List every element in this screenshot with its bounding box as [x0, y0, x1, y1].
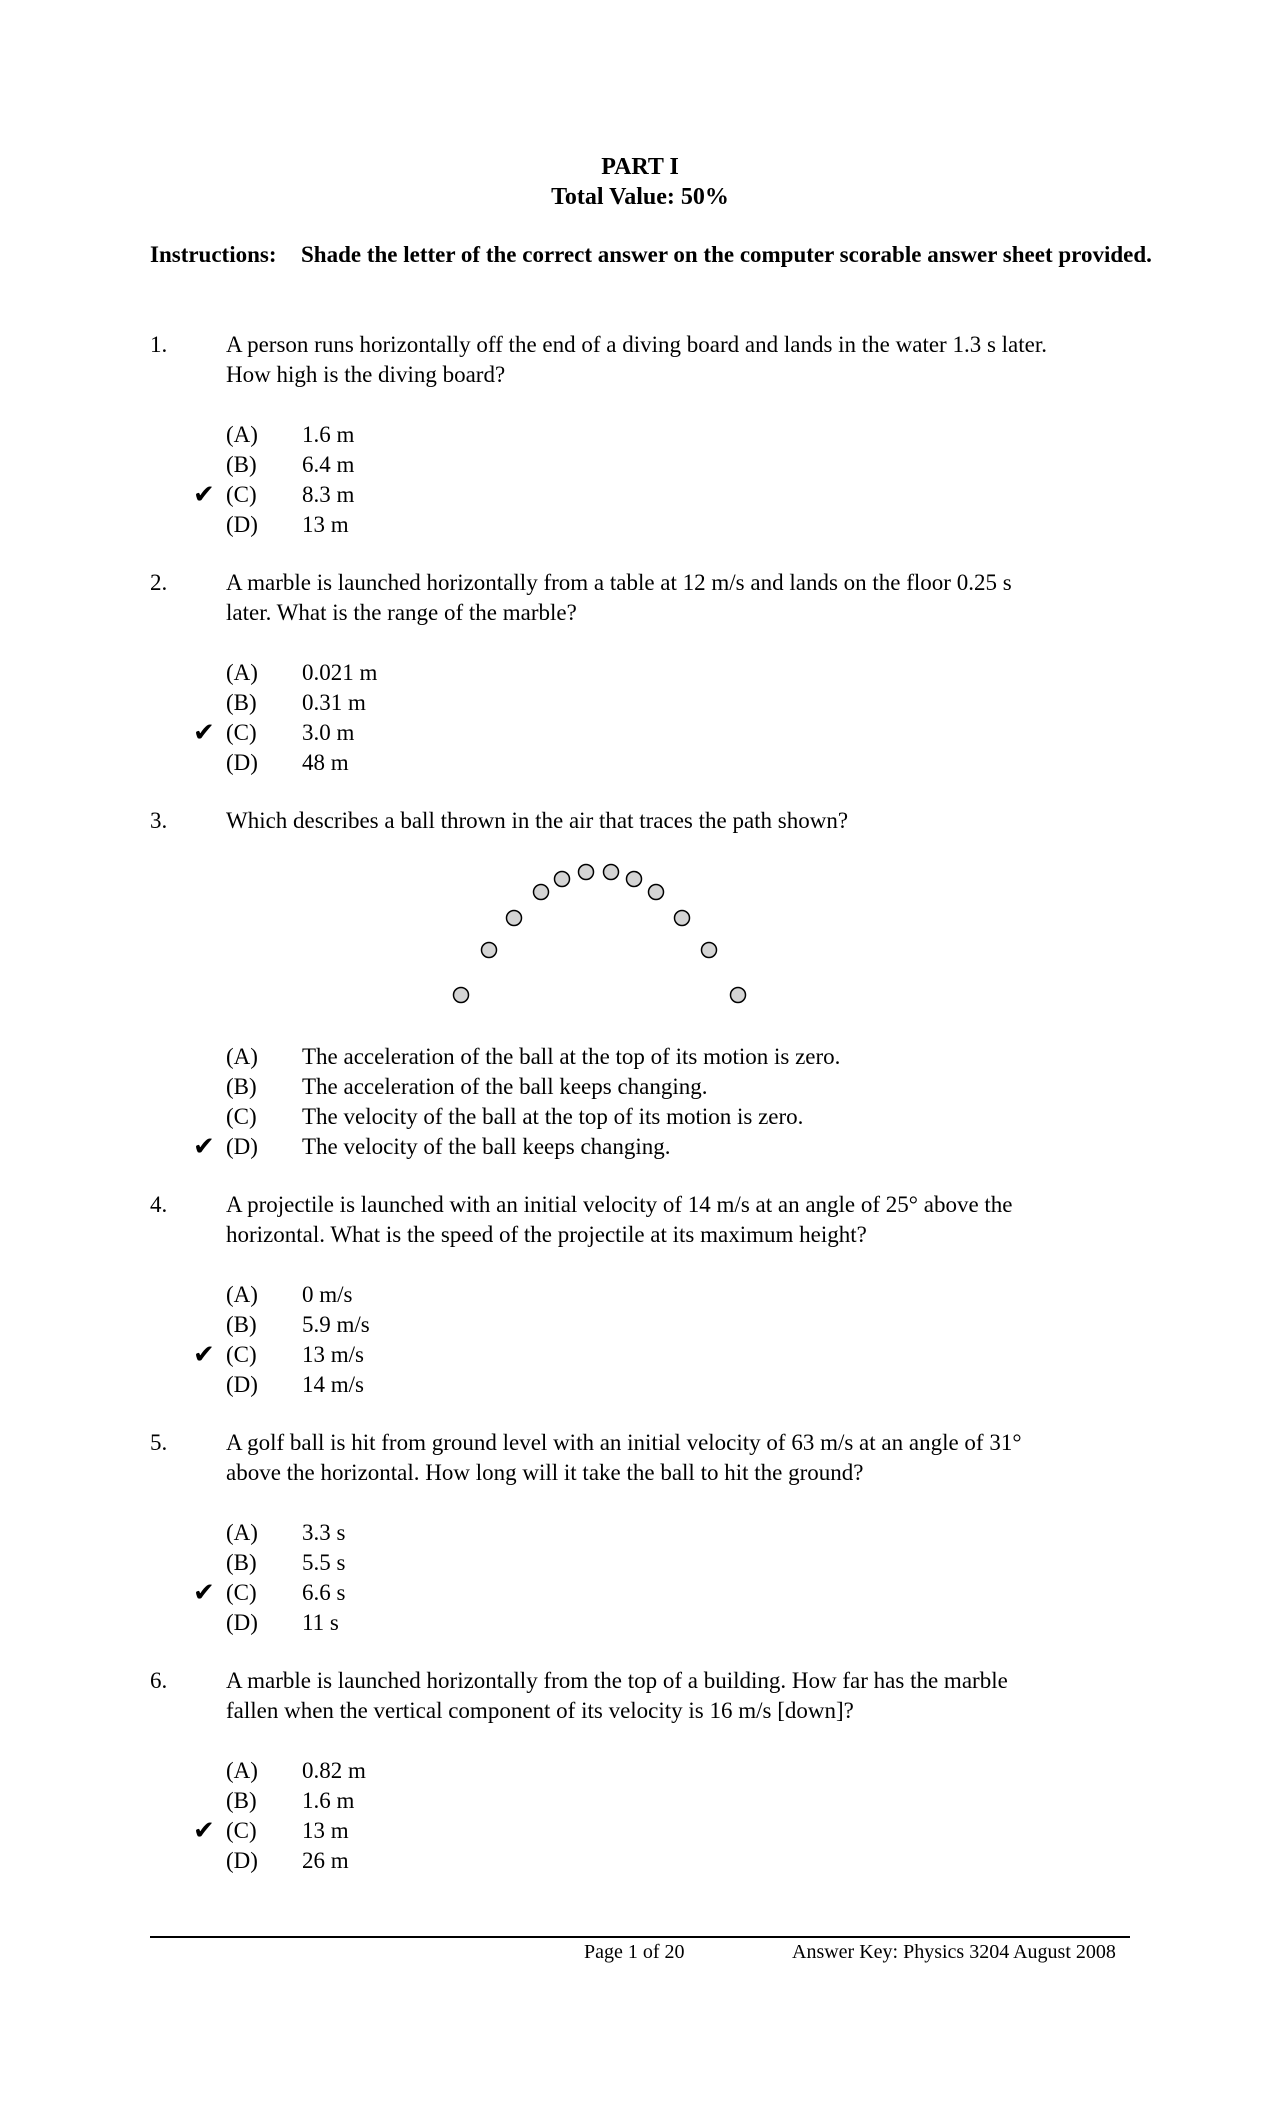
option-text: 13 m — [302, 512, 349, 537]
question-stem — [226, 568, 1226, 628]
option-letter: (B) — [226, 1788, 257, 1813]
option-letter: (C) — [226, 1342, 257, 1367]
option-text: 1.6 m — [302, 422, 355, 447]
ball-position — [627, 872, 642, 887]
option-text: 5.5 s — [302, 1550, 346, 1575]
option-letter: (B) — [226, 1074, 257, 1099]
option-text: 0.021 m — [302, 660, 378, 685]
option-text: 0 m/s — [302, 1282, 353, 1307]
option-a — [226, 1042, 1126, 1072]
option-letter: (D) — [226, 750, 258, 775]
option-text: 5.9 m/s — [302, 1312, 370, 1337]
check-mark-icon: ✔ — [193, 480, 215, 510]
option-letter: (D) — [226, 1134, 258, 1159]
ball-position — [649, 885, 664, 900]
option-letter: (A) — [226, 660, 258, 685]
option-text: The acceleration of the ball keeps changing. — [302, 1074, 708, 1099]
stem-line: fallen when the vertical component of its velocity is 16 m/s [down]? — [226, 1698, 854, 1723]
option-d — [226, 748, 1126, 778]
check-mark-icon: ✔ — [193, 1340, 215, 1370]
option-text: 1.6 m — [302, 1788, 355, 1813]
option-text: 26 m — [302, 1848, 349, 1873]
option-b — [226, 688, 1126, 718]
option-c — [193, 1816, 1126, 1846]
option-letter: (A) — [226, 422, 258, 447]
option-text: 13 m/s — [302, 1342, 364, 1367]
stem-line: later. What is the range of the marble? — [226, 600, 577, 625]
stem-line: How high is the diving board? — [226, 362, 506, 387]
option-letter: (D) — [226, 1848, 258, 1873]
option-d — [226, 1370, 1126, 1400]
question-number: 1. — [150, 332, 168, 357]
ball-position — [675, 911, 690, 926]
option-letter: (A) — [226, 1044, 258, 1069]
option-letter: (D) — [226, 512, 258, 537]
option-letter: (D) — [226, 1372, 258, 1397]
question-stem — [226, 1666, 1226, 1726]
page-number: Page 1 of 20 — [584, 1941, 685, 1963]
option-text: 14 m/s — [302, 1372, 364, 1397]
question-number: 4. — [150, 1192, 168, 1217]
option-letter: (C) — [226, 482, 257, 507]
footer-divider — [150, 1936, 1130, 1938]
option-letter: (A) — [226, 1758, 258, 1783]
instructions-text: Shade the letter of the correct answer on the computer scorable answer sheet provided. — [301, 242, 1152, 267]
option-a — [226, 1756, 1126, 1786]
stem-line: horizontal. What is the speed of the projectile at its maximum height? — [226, 1222, 867, 1247]
question-stem — [226, 1428, 1226, 1488]
check-mark-icon: ✔ — [193, 1816, 215, 1846]
option-a — [226, 1280, 1126, 1310]
option-text: 0.31 m — [302, 690, 366, 715]
option-c — [193, 718, 1126, 748]
question-stem — [226, 330, 1226, 390]
option-text: 48 m — [302, 750, 349, 775]
option-text: 3.0 m — [302, 720, 355, 745]
ball-position — [507, 911, 522, 926]
option-text: 6.4 m — [302, 452, 355, 477]
option-letter: (B) — [226, 690, 257, 715]
option-a — [226, 1518, 1126, 1548]
option-d — [193, 1132, 1126, 1162]
instructions-label: Instructions: — [150, 242, 277, 267]
question-number: 5. — [150, 1430, 168, 1455]
option-text: 11 s — [302, 1610, 339, 1635]
option-text: 6.6 s — [302, 1580, 346, 1605]
option-text: The velocity of the ball keeps changing. — [302, 1134, 671, 1159]
question-number: 6. — [150, 1668, 168, 1693]
option-letter: (C) — [226, 1580, 257, 1605]
option-letter: (A) — [226, 1282, 258, 1307]
option-b — [226, 1786, 1126, 1816]
stem-line: A marble is launched horizontally from the top of a building. How far has the marble — [226, 1668, 1008, 1693]
check-mark-icon: ✔ — [193, 718, 215, 748]
part-heading: PART I — [601, 154, 679, 180]
ball-position — [604, 865, 619, 880]
option-letter: (C) — [226, 1818, 257, 1843]
question-stem — [226, 1190, 1226, 1250]
option-c — [193, 1340, 1126, 1370]
ball-position — [731, 988, 746, 1003]
option-a — [226, 420, 1126, 450]
question-number: 2. — [150, 570, 168, 595]
ball-position — [555, 872, 570, 887]
option-letter: (C) — [226, 720, 257, 745]
option-letter: (C) — [226, 1104, 257, 1129]
stem-line: A projectile is launched with an initial velocity of 14 m/s at an angle of 25° above the — [226, 1192, 1013, 1217]
ball-position — [534, 885, 549, 900]
projectile-path-diagram — [450, 855, 760, 1010]
stem-line: A marble is launched horizontally from a table at 12 m/s and lands on the floor 0.25 s — [226, 570, 1012, 595]
option-c — [193, 480, 1126, 510]
ball-position — [702, 943, 717, 958]
option-text: The velocity of the ball at the top of its motion is zero. — [302, 1104, 804, 1129]
option-d — [226, 510, 1126, 540]
stem-line: Which describes a ball thrown in the air that traces the path shown? — [226, 808, 849, 833]
option-b — [226, 1310, 1126, 1340]
check-mark-icon: ✔ — [193, 1132, 215, 1162]
option-b — [226, 1548, 1126, 1578]
ball-position — [579, 865, 594, 880]
option-b — [226, 450, 1126, 480]
option-d — [226, 1846, 1126, 1876]
option-a — [226, 658, 1126, 688]
option-letter: (A) — [226, 1520, 258, 1545]
check-mark-icon: ✔ — [193, 1578, 215, 1608]
option-letter: (B) — [226, 1312, 257, 1337]
option-text: 13 m — [302, 1818, 349, 1843]
total-value: Total Value: 50% — [551, 184, 729, 210]
option-text: 3.3 s — [302, 1520, 346, 1545]
question-number: 3. — [150, 808, 168, 833]
option-letter: (D) — [226, 1610, 258, 1635]
option-b — [226, 1072, 1126, 1102]
option-text: The acceleration of the ball at the top of its motion is zero. — [302, 1044, 841, 1069]
stem-line: A golf ball is hit from ground level with an initial velocity of 63 m/s at an angle of 31° — [226, 1430, 1022, 1455]
stem-line: above the horizontal. How long will it take the ball to hit the ground? — [226, 1460, 864, 1485]
option-letter: (B) — [226, 1550, 257, 1575]
ball-position — [454, 988, 469, 1003]
option-c — [193, 1578, 1126, 1608]
option-c — [226, 1102, 1126, 1132]
ball-position — [482, 943, 497, 958]
stem-line: A person runs horizontally off the end of a diving board and lands in the water 1.3 s later. — [226, 332, 1047, 357]
option-text: 8.3 m — [302, 482, 355, 507]
option-d — [226, 1608, 1126, 1638]
option-letter: (B) — [226, 452, 257, 477]
option-text: 0.82 m — [302, 1758, 366, 1783]
footer-title: Answer Key: Physics 3204 August 2008 — [792, 1941, 1116, 1963]
question-stem — [226, 806, 1226, 836]
